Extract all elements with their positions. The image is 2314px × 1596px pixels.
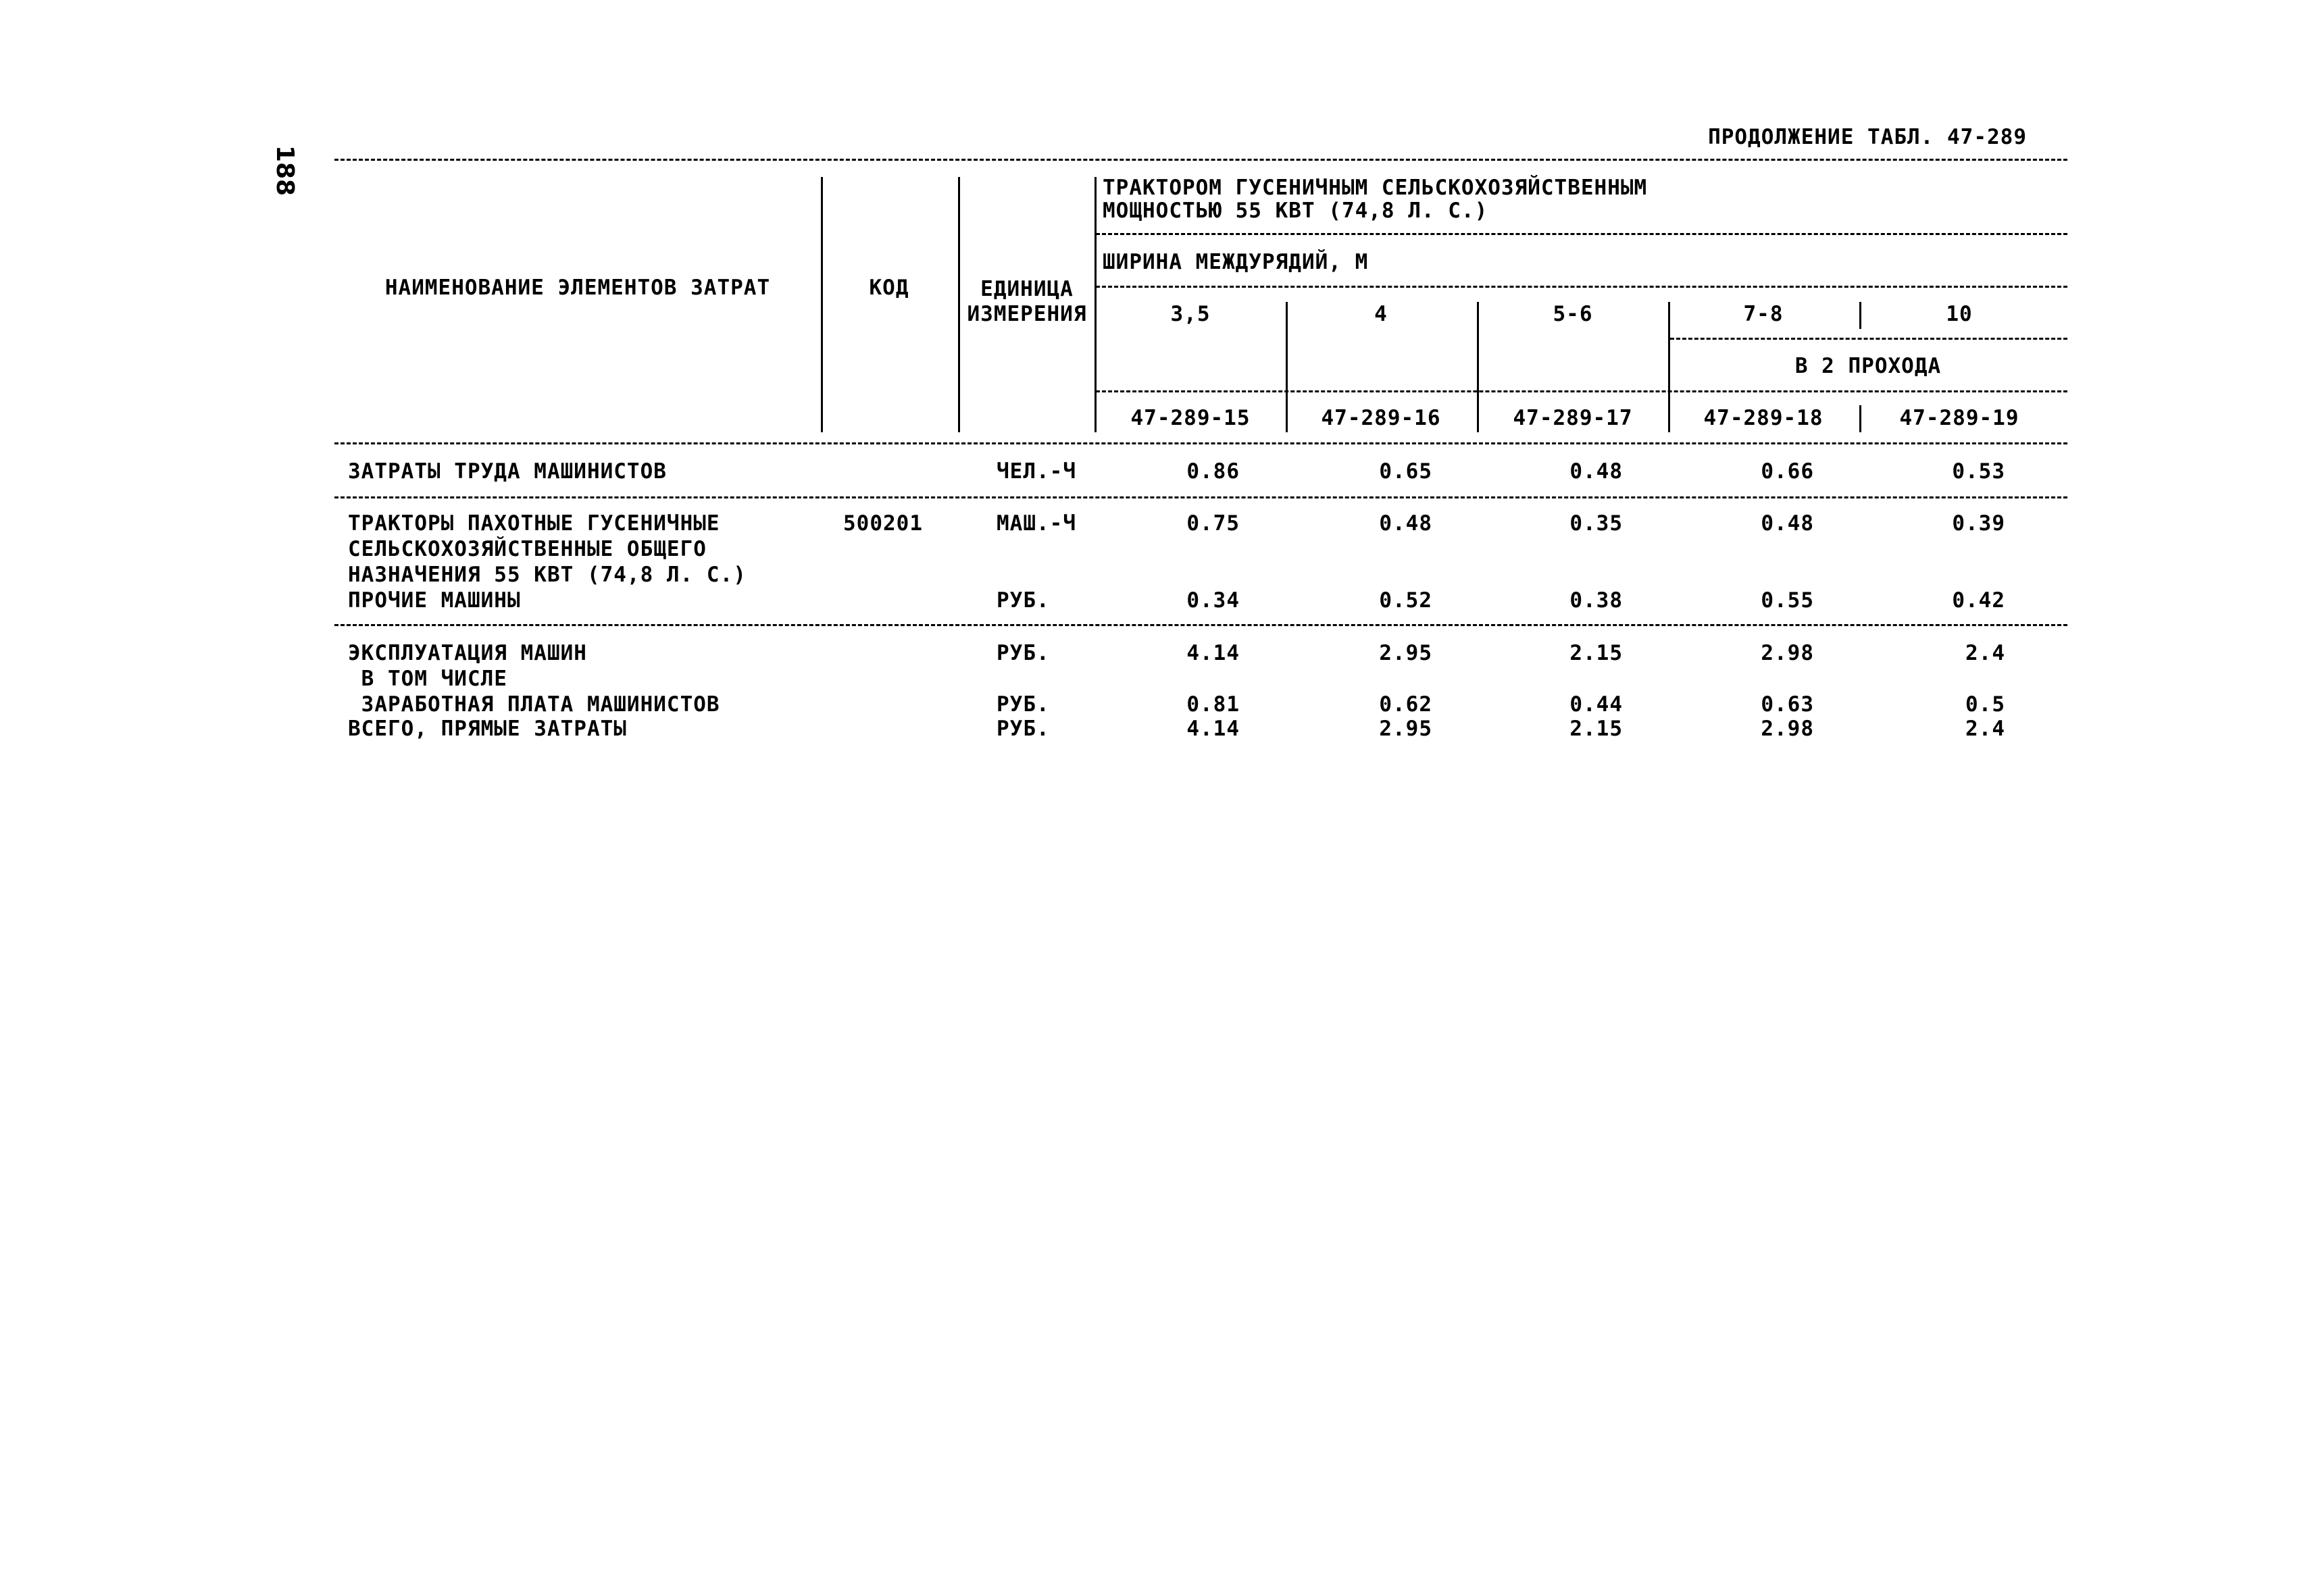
row-tractors-unit: МАШ.-Ч [997, 511, 1076, 536]
table-caption: ПРОДОЛЖЕНИЕ ТАБЛ. 47-289 [1708, 125, 2027, 149]
row-total-val-4: 2.98 [1761, 717, 1814, 741]
row-other-val-2: 0.52 [1379, 588, 1432, 613]
header-group-line1: ТРАКТОРОМ ГУСЕНИЧНЫМ СЕЛЬСКОХОЗЯЙСТВЕННЫМ [1103, 176, 1648, 200]
row-tractors-name-line3: НАЗНАЧЕНИЯ 55 КВТ (74,8 Л. С.) [348, 563, 747, 587]
row-labor-val-4: 0.66 [1761, 459, 1814, 484]
rule-two-pass-top [1670, 338, 2067, 340]
row-tractors-val-5: 0.39 [1952, 511, 2005, 536]
row-tractors-val-1: 0.75 [1186, 511, 1240, 536]
row-wages-val-5: 0.5 [1965, 692, 2005, 717]
row-tractors-code: 500201 [843, 511, 923, 536]
row-other-val-5: 0.42 [1952, 588, 2005, 613]
row-exploitation-val-2: 2.95 [1379, 641, 1432, 665]
divider-name-code [821, 177, 823, 432]
header-width-label: ШИРИНА МЕЖДУРЯДИЙ, М [1103, 250, 1369, 274]
row-other-name: ПРОЧИЕ МАШИНЫ [348, 588, 521, 613]
rule-after-labor [334, 496, 2067, 498]
page-number: 188 [271, 145, 299, 197]
row-exploitation-name: ЭКСПЛУАТАЦИЯ МАШИН [348, 641, 587, 665]
divider-col-3-4 [1668, 302, 1670, 432]
row-labor-unit: ЧЕЛ.-Ч [997, 459, 1076, 484]
row-including-name: В ТОМ ЧИСЛЕ [348, 667, 507, 691]
row-wages-name: ЗАРАБОТНАЯ ПЛАТА МАШИНИСТОВ [348, 692, 720, 717]
divider-col-2-3 [1477, 302, 1479, 432]
width-col-2: 4 [1374, 302, 1388, 326]
row-other-unit: РУБ. [997, 588, 1050, 613]
header-unit-line1: ЕДИНИЦА [980, 277, 1074, 301]
row-tractors-val-4: 0.48 [1761, 511, 1814, 536]
header-code: КОД [869, 276, 909, 300]
row-labor-val-1: 0.86 [1186, 459, 1240, 484]
row-labor-val-2: 0.65 [1379, 459, 1432, 484]
divider-code-unit [958, 177, 960, 432]
row-other-val-3: 0.38 [1569, 588, 1623, 613]
row-exploitation-unit: РУБ. [997, 641, 1050, 665]
header-group-line2: МОЩНОСТЬЮ 55 КВТ (74,8 Л. С.) [1103, 199, 1488, 223]
divider-col-4-5-lower [1859, 405, 1861, 432]
row-other-val-1: 0.34 [1186, 588, 1240, 613]
code-col-2: 47-289-16 [1321, 406, 1441, 430]
rule-width-sub [1096, 286, 2067, 288]
row-labor-val-3: 0.48 [1569, 459, 1623, 484]
divider-unit-group [1095, 177, 1097, 432]
rule-top [334, 159, 2067, 161]
header-unit-line2: ИЗМЕРЕНИЯ [967, 302, 1087, 326]
row-exploitation-val-1: 4.14 [1186, 641, 1240, 665]
row-exploitation-val-3: 2.15 [1569, 641, 1623, 665]
code-col-4: 47-289-18 [1703, 406, 1823, 430]
row-tractors-name-line2: СЕЛЬСКОХОЗЯЙСТВЕННЫЕ ОБЩЕГО [348, 537, 707, 561]
row-total-val-1: 4.14 [1186, 717, 1240, 741]
row-labor-val-5: 0.53 [1952, 459, 2005, 484]
row-tractors-val-3: 0.35 [1569, 511, 1623, 536]
code-col-3: 47-289-17 [1513, 406, 1633, 430]
rule-codes-top [1096, 390, 2067, 392]
code-col-5: 47-289-19 [1899, 406, 2019, 430]
row-tractors-val-2: 0.48 [1379, 511, 1432, 536]
width-col-3: 5-6 [1553, 302, 1593, 326]
row-tractors-name-line1: ТРАКТОРЫ ПАХОТНЫЕ ГУСЕНИЧНЫЕ [348, 511, 720, 536]
row-total-val-3: 2.15 [1569, 717, 1623, 741]
row-wages-unit: РУБ. [997, 692, 1050, 717]
row-wages-val-3: 0.44 [1569, 692, 1623, 717]
row-wages-val-2: 0.62 [1379, 692, 1432, 717]
width-col-1: 3,5 [1170, 302, 1211, 326]
rule-group-sub [1096, 233, 2067, 235]
row-wages-val-4: 0.63 [1761, 692, 1814, 717]
code-col-1: 47-289-15 [1130, 406, 1251, 430]
divider-col-4-5-upper [1859, 302, 1861, 329]
row-exploitation-val-5: 2.4 [1965, 641, 2005, 665]
divider-col-1-2 [1286, 302, 1288, 432]
row-exploitation-val-4: 2.98 [1761, 641, 1814, 665]
two-pass-label: В 2 ПРОХОДА [1794, 354, 1942, 378]
row-labor-name: ЗАТРАТЫ ТРУДА МАШИНИСТОВ [348, 459, 667, 484]
width-col-4: 7-8 [1743, 302, 1784, 326]
row-total-val-2: 2.95 [1379, 717, 1432, 741]
header-name: НАИМЕНОВАНИЕ ЭЛЕМЕНТОВ ЗАТРАТ [384, 276, 771, 300]
row-other-val-4: 0.55 [1761, 588, 1814, 613]
row-total-unit: РУБ. [997, 717, 1050, 741]
rule-header-bottom [334, 442, 2067, 444]
row-wages-val-1: 0.81 [1186, 692, 1240, 717]
width-col-5: 10 [1946, 302, 1973, 326]
rule-after-machines [334, 624, 2067, 626]
row-total-val-5: 2.4 [1965, 717, 2005, 741]
row-total-name: ВСЕГО, ПРЯМЫЕ ЗАТРАТЫ [348, 717, 627, 741]
